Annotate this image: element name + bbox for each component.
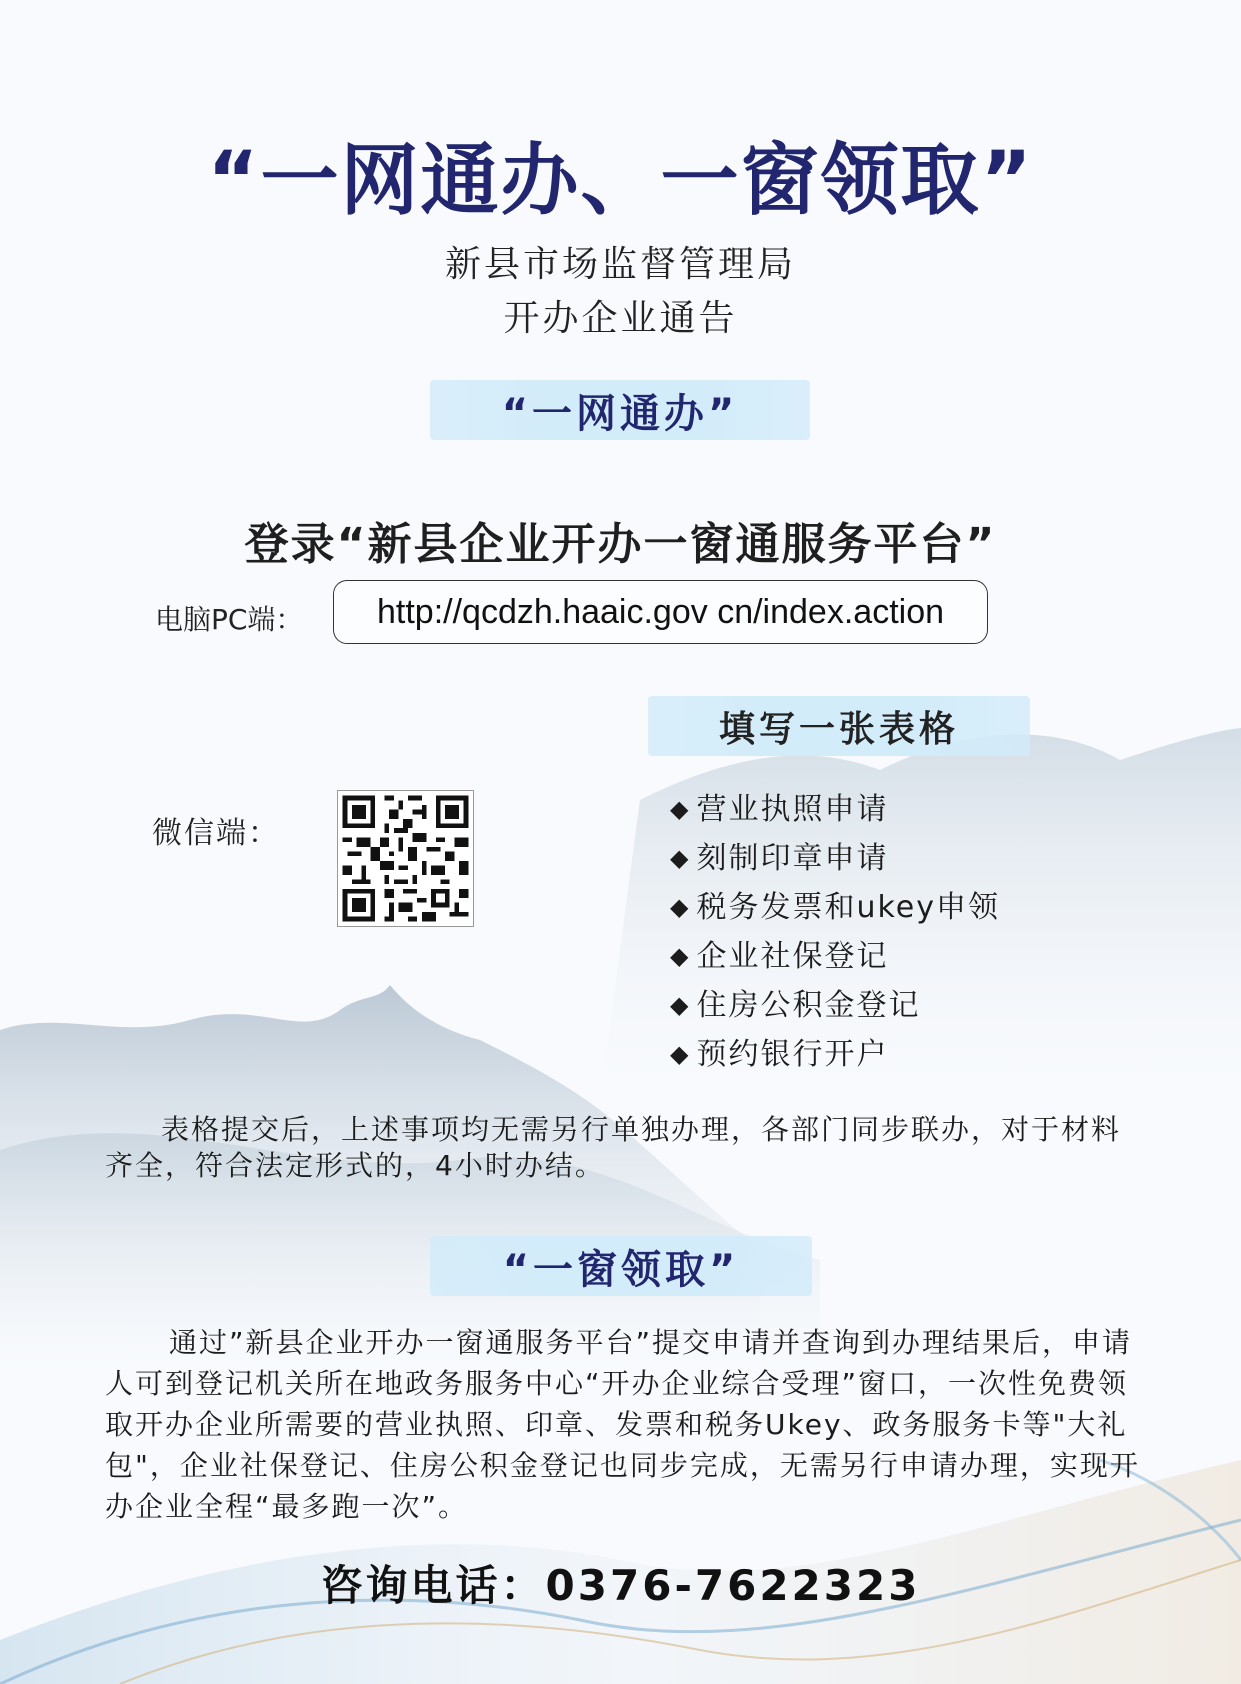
list-item: ◆ 营业执照申请 (670, 792, 889, 827)
qr-code-icon[interactable] (337, 790, 474, 927)
pickup-paragraph: 通过”新县企业开办一窗通服务平台”提交申请并查询到办理结果后，申请人可到登记机关所在地政务服务中心“开办企业综合受理”窗口，一次性免费领取开办企业所需要的营业执照、印章、发票和税务Ukey、政务服务卡等"大礼包"，企业社保登记、住房公积金登记也同步完成，无需另行申请办理，实现开办企业全程“最多跑一次”。 (105, 1326, 1140, 1523)
wechat-label: 微信端： (152, 816, 280, 851)
form-heading: 填写一张表格 (648, 696, 1030, 756)
diamond-bullet-icon: ◆ (670, 844, 691, 872)
section-heading-online: “一网通办” (430, 380, 810, 440)
list-item: ◆ 刻制印章申请 (670, 841, 889, 876)
form-item-list (670, 785, 1000, 1079)
main-title: “一网通办、一窗领取” (207, 136, 1034, 226)
contact-phone: 咨询电话：0376-7622323 (320, 1561, 921, 1610)
subtitle-agency: 新县市场监督管理局 (444, 244, 796, 285)
diamond-bullet-icon: ◆ (670, 942, 691, 970)
section-heading-pickup: “一窗领取” (430, 1236, 812, 1296)
list-item: ◆ 预约银行开户 (670, 1037, 889, 1072)
list-item: ◆ 住房公积金登记 (670, 988, 921, 1023)
diamond-bullet-icon: ◆ (670, 893, 691, 921)
diamond-bullet-icon: ◆ (670, 795, 691, 823)
form-note-paragraph: 表格提交后，上述事项均无需另行单独办理，各部门同步联办，对于材料齐全，符合法定形式的，4小时办结。 (105, 1113, 1122, 1182)
subtitle-notice: 开办企业通告 (503, 298, 738, 339)
pc-url-link[interactable]: http://qcdzh.haaic.gov cn/index.action (333, 580, 988, 644)
list-item: ◆ 税务发票和ukey申领 (670, 890, 1000, 925)
pc-label: 电脑PC端： (155, 603, 304, 636)
platform-instruction: 登录“新县企业开办一窗通服务平台” (244, 519, 997, 570)
diamond-bullet-icon: ◆ (670, 991, 691, 1019)
list-item: ◆ 企业社保登记 (670, 939, 889, 974)
diamond-bullet-icon: ◆ (670, 1040, 691, 1068)
